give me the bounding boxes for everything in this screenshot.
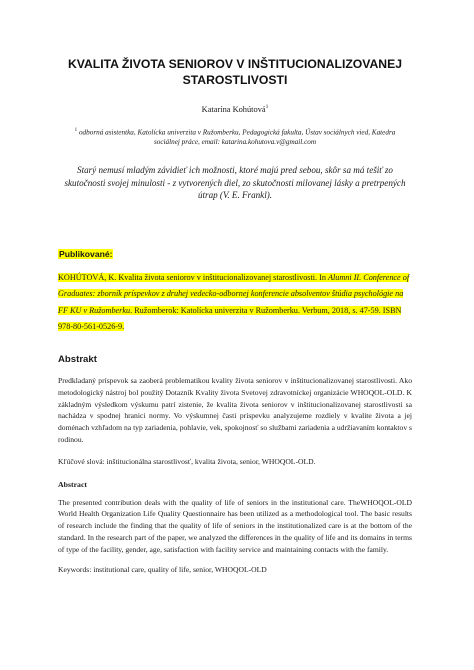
abstrakt-heading: Abstrakt: [58, 353, 97, 365]
author-line: [58, 104, 412, 114]
affiliation: [58, 126, 412, 147]
abstract-keywords: Keywords: institutional care, quality of life, senior, WHOQOL-OLD: [58, 564, 267, 574]
citation-source-title: Alumni II. Conference of Graduates: zborník príspevkov z druhej vedecko-odbornej konferencie absolventov štúdia psychológie na FF KU v Ružomberku: [58, 272, 410, 315]
abstract-heading: Abstract: [58, 479, 88, 489]
affiliation-footnote-mark: 1: [74, 127, 78, 133]
author-footnote-mark: 1: [265, 104, 269, 110]
abstrakt-keywords: Kľúčové slová: inštitucionálna starostlivosť, kvalita života, senior, WHOQOL-OLD.: [58, 456, 316, 466]
abstract-text: The presented contribution deals with the quality of life of seniors in the institutional care. TheWHOQOL-OLD World Health Organization Life Quality Questionnaire has been utilized as a methodological tool. The basic results of research include the finding that the quality of life of seniors in the institutionalized care is at the bottom of the standard. In the research part of the paper, we analyzed the differences in the quality of life and its domains in terms of type of the facility, gender, age, satisfaction with facility service and maintaining contacts with the family.: [58, 497, 412, 554]
citation: [58, 270, 412, 336]
affiliation-text: odborná asistentka, Katolícka univerzita v Ružomberku, Pedagogická fakulta, Ústav sociálnych vied, Katedra sociálnej práce, email: katarina.kohutova.v@gmail.com: [77, 128, 396, 147]
citation-part-1: KOHÚTOVÁ, K. Kvalita života seniorov v inštitucionalizovanej starostlivosti. In: [58, 272, 328, 282]
citation-part-2: . Ružomberok: Katolícka univerzita v Ružomberku. Verbum, 2018, s. 47-59. ISBN 978-80-561-0526-9.: [58, 305, 402, 332]
epigraph-quote: Starý nemusí mladým závidieť ich možnosti, ktoré majú pred sebou, skôr sa má tešiť zo skutočnosti svojej minulosti - z vytvorených diel, zo skutočnosti milovanej lásky a pretrpených útrap (V. E. Frankl).: [64, 165, 406, 201]
author-name: Katarína Kohútová: [201, 104, 266, 114]
published-label: Publikované:: [59, 248, 113, 259]
abstrakt-text: Predkladaný príspevok sa zaoberá problematikou kvality života seniorov v inštitucionalizovanej starostlivosti. Ako metodologický nástroj bol použitý Dotazník Kvality života Svetovej zdravotníckej organizácie WHOQOL-OLD. K základným výsledkom výskumu patrí zistenie, že kvalita života seniorov v inštitucionalizovanej starostlivosti sa nachádza v spodnej hranici normy. Vo výskumnej časti príspevku analyzujeme rozdiely v kvalite života a jej doménach vzhľadom na typ zariadenia, pohlavie, vek, spokojnosť so službami zariadenia a udržiavaním kontaktov s rodinou.: [58, 375, 412, 444]
paper-title: KVALITA ŽIVOTA SENIOROV V INŠTITUCIONALIZOVANEJ STAROSTLIVOSTI: [67, 57, 403, 87]
